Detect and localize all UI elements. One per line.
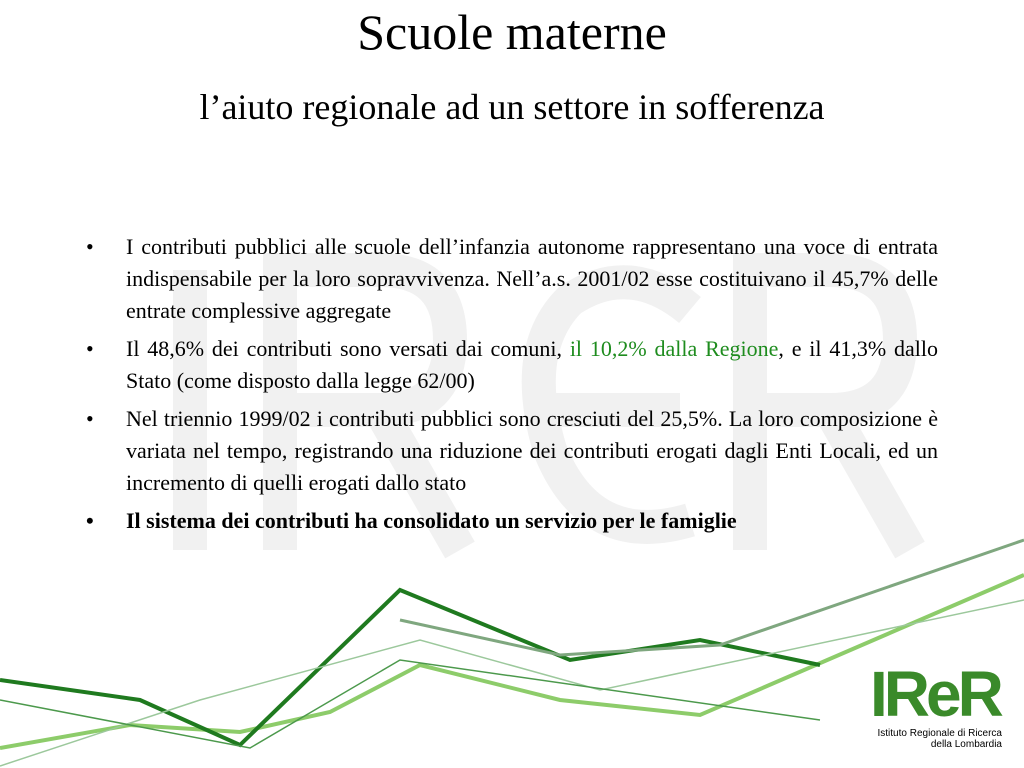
bullet-item <box>80 231 938 327</box>
bullet-marker: • <box>86 508 94 533</box>
logo-wordmark: IReR <box>870 658 1000 730</box>
logo-subtitle: Istituto Regionale di Ricerca della Lombardia <box>877 728 1002 750</box>
bullet-text: I contributi pubblici alle scuole dell’infanzia autonome rappresentano una voce di entrata indispensabile per la loro sopravvivenza. Nell’a.s. 2001/02 esse costituivano il 45,7% delle entrate complessive aggregate <box>126 234 938 323</box>
page-subtitle: l’aiuto regionale ad un settore in sofferenza <box>199 87 825 127</box>
dark-green-line <box>0 590 820 745</box>
bullet-item <box>80 333 938 397</box>
bullet-item-highlight <box>80 505 938 537</box>
bullet-marker: • <box>86 234 94 259</box>
bullet-marker: • <box>86 406 94 431</box>
bullet-list <box>80 231 938 543</box>
thin-line-upper <box>0 660 820 748</box>
bullet-marker: • <box>86 336 94 361</box>
bullet-text: Nel triennio 1999/02 i contributi pubblici sono cresciuti del 25,5%. La loro composizione è variata nel tempo, registrando una riduzione dei contributi erogati dagli Enti Locali, ed un incremento di quelli erogati dallo stato <box>126 406 938 495</box>
irer-logo <box>866 658 1006 754</box>
bullet-highlight-text: il 10,2% dalla Regione <box>569 336 779 361</box>
gray-line <box>400 540 1024 655</box>
page-title: Scuole materne <box>357 4 667 60</box>
bullet-text: Il sistema dei contributi ha consolidato un servizio per le famiglie <box>126 508 737 533</box>
bullet-item <box>80 403 938 499</box>
bullet-text: Il 48,6% dei contributi sono versati dai comuni, <box>126 336 570 361</box>
bullet-text: , e il 41,3% dallo Stato (come disposto dalla legge 62/00) <box>126 336 938 393</box>
